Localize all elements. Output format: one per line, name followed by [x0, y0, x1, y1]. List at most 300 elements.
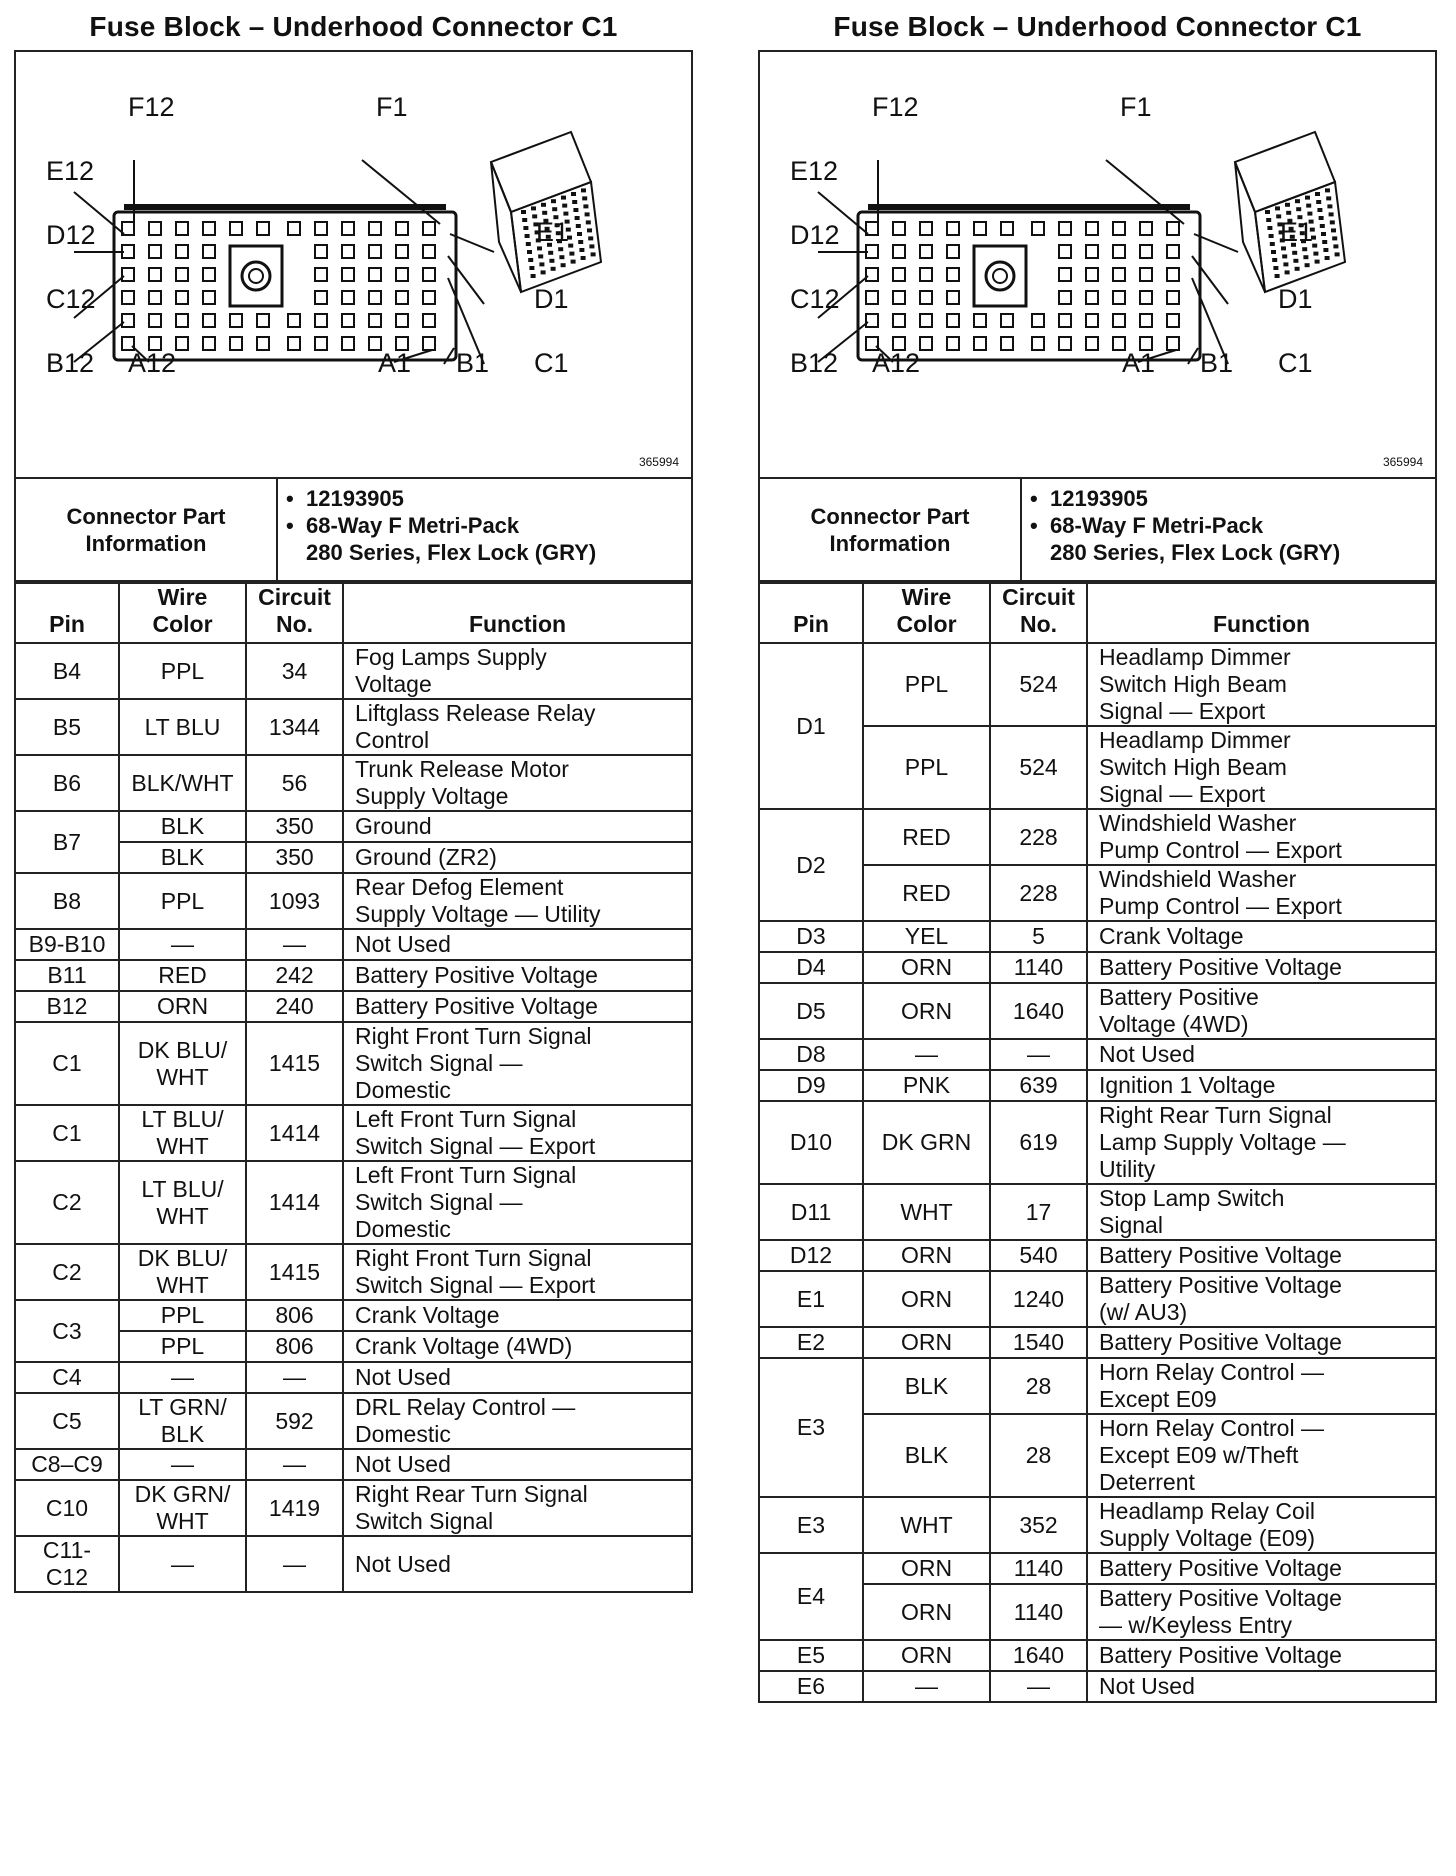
pin-cavity	[920, 245, 932, 258]
circuit-cell: 1140	[990, 952, 1087, 983]
wire-color-cell: BLK/WHT	[119, 755, 246, 811]
iso-cavity	[1325, 256, 1330, 260]
label-d12: D12	[790, 220, 840, 250]
function-header: Function	[343, 583, 692, 643]
pin-cavity	[1001, 337, 1013, 350]
connector-info-label: Connector Part Information	[760, 479, 1022, 580]
pin-cavity	[149, 291, 161, 304]
connector-iso-view	[491, 132, 601, 292]
pin-cavity	[974, 337, 986, 350]
iso-cavity	[562, 204, 567, 208]
pin-cavity	[1001, 222, 1013, 235]
pin-header: Pin	[759, 583, 863, 643]
table-row	[759, 1101, 1436, 1184]
circuit-cell: 1093	[246, 873, 343, 929]
table-row	[15, 1362, 692, 1393]
pin-cell: B5	[15, 699, 119, 755]
pin-cell: C8–C9	[15, 1449, 119, 1480]
iso-cavity	[525, 234, 530, 238]
circuit-cell: 34	[246, 643, 343, 699]
pin-cell: B7	[15, 811, 119, 873]
function-cell: DRL Relay Control — Domestic	[343, 1393, 692, 1449]
table-row	[759, 1240, 1436, 1271]
pin-cell: C10	[15, 1480, 119, 1536]
iso-cavity	[585, 212, 590, 216]
circuit-cell: 56	[246, 755, 343, 811]
callout-line	[1188, 348, 1198, 364]
pin-cell: E3	[759, 1358, 863, 1497]
pin-cavity	[947, 337, 959, 350]
pin-cavity	[149, 245, 161, 258]
table-header	[15, 583, 692, 643]
wire-color-cell: DK BLU/ WHT	[119, 1022, 246, 1105]
center-bolt-housing	[230, 246, 282, 306]
circuit-cell: —	[246, 1362, 343, 1393]
table-row	[15, 1300, 692, 1331]
circuit-cell: 228	[990, 865, 1087, 921]
label-b12: B12	[46, 348, 95, 378]
wire-color-cell: BLK	[863, 1358, 990, 1414]
iso-cavity	[1325, 188, 1330, 192]
part-number: • 12193905	[306, 485, 681, 512]
circuit-cell: 242	[246, 960, 343, 991]
iso-cavity	[538, 254, 543, 258]
pin-cavity	[203, 222, 215, 235]
pin-cavity	[1086, 268, 1098, 281]
table-row	[759, 1070, 1436, 1101]
connector-iso-view	[1235, 132, 1345, 292]
wire-color-cell: ORN	[863, 1240, 990, 1271]
function-cell: Battery Positive Voltage (w/ AU3)	[1087, 1271, 1436, 1327]
pin-cavity	[423, 291, 435, 304]
iso-cavity	[522, 218, 527, 222]
wire-color-cell: YEL	[863, 921, 990, 952]
pin-cavity	[149, 314, 161, 327]
pin-cell: D12	[759, 1240, 863, 1271]
pin-table	[14, 582, 693, 1593]
iso-cavity	[551, 267, 556, 271]
iso-cavity	[1322, 240, 1327, 244]
connector-info	[14, 478, 693, 582]
iso-cavity	[548, 251, 553, 255]
wire-color-cell: PPL	[863, 726, 990, 809]
iso-cavity	[1323, 248, 1328, 252]
iso-cavity	[583, 204, 588, 208]
pin-cavity	[893, 314, 905, 327]
circuit-cell: 1414	[246, 1105, 343, 1161]
circuit-cell: 639	[990, 1070, 1087, 1101]
wire-color-cell: DK GRN	[863, 1101, 990, 1184]
function-cell: Right Front Turn Signal Switch Signal — Domestic	[343, 1022, 692, 1105]
wire-color-cell: RED	[863, 809, 990, 865]
left-panel	[14, 0, 693, 1593]
pin-cavity	[1167, 245, 1179, 258]
function-cell: Not Used	[343, 1362, 692, 1393]
iso-cavity	[1270, 242, 1275, 246]
function-cell: Fog Lamps Supply Voltage	[343, 643, 692, 699]
pin-cavity	[396, 314, 408, 327]
iso-cavity	[1321, 232, 1326, 236]
function-cell: Horn Relay Control — Except E09 w/Theft Deterrent	[1087, 1414, 1436, 1497]
iso-cavity	[561, 196, 566, 200]
iso-cavity	[581, 256, 586, 260]
iso-cavity	[527, 250, 532, 254]
pin-cavity	[288, 337, 300, 350]
function-cell: Left Front Turn Signal Switch Signal — Domestic	[343, 1161, 692, 1244]
pin-cavity	[920, 291, 932, 304]
circuit-cell: —	[990, 1039, 1087, 1070]
wire-color-cell: BLK	[119, 811, 246, 842]
pin-cell: B11	[15, 960, 119, 991]
wire-color-cell: DK BLU/ WHT	[119, 1244, 246, 1300]
iso-cavity	[1266, 218, 1271, 222]
circuit-cell: 350	[246, 842, 343, 873]
label-f12: F12	[128, 92, 175, 122]
connector-latch	[868, 204, 1190, 210]
iso-cavity	[581, 188, 586, 192]
table-row	[15, 1105, 692, 1161]
iso-cavity	[541, 203, 546, 207]
pin-cavity	[257, 314, 269, 327]
table-row	[15, 1161, 692, 1244]
wire-color-cell: LT BLU	[119, 699, 246, 755]
pin-cavity	[1113, 291, 1125, 304]
iso-cavity	[589, 244, 594, 248]
pin-cavity	[342, 337, 354, 350]
iso-cavity	[1335, 252, 1340, 256]
pin-header: Pin	[15, 583, 119, 643]
iso-cavity	[1273, 266, 1278, 270]
pin-cavity	[1167, 314, 1179, 327]
pin-cavity	[176, 314, 188, 327]
wire-color-cell: ORN	[863, 952, 990, 983]
pin-cavity	[1032, 314, 1044, 327]
pin-cavity	[947, 245, 959, 258]
function-cell: Windshield Washer Pump Control — Export	[1087, 809, 1436, 865]
function-cell: Battery Positive Voltage	[343, 991, 692, 1022]
pin-cavity	[396, 268, 408, 281]
callout-line	[444, 348, 454, 364]
circuit-cell: 1140	[990, 1553, 1087, 1584]
pin-cavity	[974, 222, 986, 235]
circuit-cell: 619	[990, 1101, 1087, 1184]
pin-cavity	[176, 245, 188, 258]
label-c1: C1	[1278, 348, 1313, 378]
callout-line	[362, 160, 440, 224]
circuit-cell: —	[990, 1671, 1087, 1702]
table-row	[15, 699, 692, 755]
circuit-cell: 592	[246, 1393, 343, 1449]
iso-cavity	[541, 270, 546, 274]
iso-cavity	[549, 259, 554, 263]
iso-cavity	[1286, 211, 1291, 215]
table-row	[759, 1640, 1436, 1671]
pin-cavity	[1001, 314, 1013, 327]
iso-cavity	[1275, 274, 1280, 278]
iso-cavity	[1319, 216, 1324, 220]
wire-color-cell: DK GRN/ WHT	[119, 1480, 246, 1536]
iso-cavity	[573, 208, 578, 212]
function-cell: Ignition 1 Voltage	[1087, 1070, 1436, 1101]
pin-cell: D5	[759, 983, 863, 1039]
panel-title: Fuse Block – Underhood Connector C1	[89, 11, 618, 42]
label-b12: B12	[790, 348, 839, 378]
pin-cavity	[866, 291, 878, 304]
function-header: Function	[1087, 583, 1436, 643]
pin-cavity	[203, 314, 215, 327]
pin-cavity	[369, 268, 381, 281]
pin-table	[758, 582, 1437, 1703]
wire-color-cell: PPL	[119, 873, 246, 929]
pin-cavity	[1140, 245, 1152, 258]
iso-cavity	[529, 266, 534, 270]
iso-cavity	[571, 260, 576, 264]
wire-color-cell: LT BLU/ WHT	[119, 1105, 246, 1161]
function-cell: Battery Positive Voltage — w/Keyless Entry	[1087, 1584, 1436, 1640]
iso-cavity	[1295, 199, 1300, 203]
pin-cavity	[1086, 337, 1098, 350]
pin-cavity	[149, 222, 161, 235]
iso-cavity	[1315, 192, 1320, 196]
wire-color-cell: —	[119, 1536, 246, 1592]
iso-cavity	[1305, 196, 1310, 200]
pin-cavity	[1032, 337, 1044, 350]
pin-cavity	[1059, 268, 1071, 281]
diagram-code: 365994	[1382, 455, 1423, 469]
table-row	[15, 873, 692, 929]
circuit-cell: 1240	[990, 1271, 1087, 1327]
table-row	[15, 643, 692, 699]
function-cell: Battery Positive Voltage (4WD)	[1087, 983, 1436, 1039]
table-row	[759, 1039, 1436, 1070]
pin-cavity	[1086, 314, 1098, 327]
function-cell: Battery Positive Voltage	[1087, 952, 1436, 983]
pin-cavity	[176, 337, 188, 350]
pin-cell: B8	[15, 873, 119, 929]
pin-cavity	[342, 314, 354, 327]
pin-cavity	[396, 245, 408, 258]
label-e1: E1	[536, 217, 570, 247]
right-panel	[758, 0, 1437, 1703]
iso-cavity	[526, 242, 531, 246]
iso-cavity	[539, 262, 544, 266]
pin-cell: E1	[759, 1271, 863, 1327]
iso-cavity	[1269, 234, 1274, 238]
pin-cavity	[1167, 337, 1179, 350]
center-bolt-inner	[993, 269, 1007, 283]
circuit-cell: 1415	[246, 1022, 343, 1105]
pin-cavity	[947, 268, 959, 281]
wire-color-cell: —	[119, 1362, 246, 1393]
pin-cavity	[1140, 314, 1152, 327]
table-row	[759, 1671, 1436, 1702]
pin-cavity	[893, 222, 905, 235]
function-cell: Rear Defog Element Supply Voltage — Utility	[343, 873, 692, 929]
function-cell: Not Used	[1087, 1671, 1436, 1702]
circuit-cell: 350	[246, 811, 343, 842]
wire-color-cell: —	[119, 1449, 246, 1480]
circuit-cell: —	[246, 929, 343, 960]
function-cell: Crank Voltage (4WD)	[343, 1331, 692, 1362]
connector-face	[818, 160, 1238, 364]
center-bolt-housing	[974, 246, 1026, 306]
pin-cell: C1	[15, 1022, 119, 1105]
pin-cavity	[947, 291, 959, 304]
table-row	[759, 1497, 1436, 1553]
wire-color-cell: BLK	[119, 842, 246, 873]
pin-cell: D3	[759, 921, 863, 952]
center-bolt-inner	[249, 269, 263, 283]
pin-cavity	[1167, 268, 1179, 281]
circuit-cell: 5	[990, 921, 1087, 952]
table-row	[15, 960, 692, 991]
center-bolt	[986, 262, 1014, 290]
connector-diagram	[14, 50, 693, 478]
pin-cavity	[1140, 222, 1152, 235]
function-cell: Windshield Washer Pump Control — Export	[1087, 865, 1436, 921]
pin-cavity	[1113, 245, 1125, 258]
pin-cell: D2	[759, 809, 863, 921]
pin-cell: B4	[15, 643, 119, 699]
iso-cavity	[587, 228, 592, 232]
wire-color-cell: LT BLU/ WHT	[119, 1161, 246, 1244]
table-row	[759, 921, 1436, 952]
pin-cavity	[369, 245, 381, 258]
function-cell: Horn Relay Control — Except E09	[1087, 1358, 1436, 1414]
iso-cavity	[1317, 208, 1322, 212]
iso-cavity	[531, 206, 536, 210]
function-cell: Battery Positive Voltage	[1087, 1240, 1436, 1271]
iso-cavity	[559, 255, 564, 259]
table-row	[15, 1244, 692, 1300]
iso-cavity	[1307, 212, 1312, 216]
connector-type: • 68-Way F Metri-Pack 280 Series, Flex Lock (GRY)	[1050, 512, 1425, 566]
pin-cell: C5	[15, 1393, 119, 1449]
circuit-cell: 1344	[246, 699, 343, 755]
pin-cavity	[1059, 314, 1071, 327]
table-row	[759, 643, 1436, 726]
pin-cell: E5	[759, 1640, 863, 1671]
table-row	[759, 809, 1436, 865]
pin-cavity	[1086, 291, 1098, 304]
wire-color-header: Wire Color	[863, 583, 990, 643]
circuit-cell: 240	[246, 991, 343, 1022]
wire-color-cell: ORN	[863, 1271, 990, 1327]
iso-cavity	[1275, 206, 1280, 210]
pin-cell: D8	[759, 1039, 863, 1070]
function-cell: Battery Positive Voltage	[1087, 1327, 1436, 1358]
pin-cavity	[203, 268, 215, 281]
function-cell: Liftglass Release Relay Control	[343, 699, 692, 755]
iso-cavity	[1265, 210, 1270, 214]
wire-color-cell: ORN	[863, 1327, 990, 1358]
iso-side	[1235, 162, 1265, 292]
pin-cavity	[1059, 291, 1071, 304]
pin-cavity	[1086, 222, 1098, 235]
label-e12: E12	[790, 156, 839, 186]
diagram-code: 365994	[638, 455, 679, 469]
function-cell: Right Rear Turn Signal Lamp Supply Voltage — Utility	[1087, 1101, 1436, 1184]
iso-cavity	[1326, 196, 1331, 200]
wire-color-cell: RED	[119, 960, 246, 991]
wire-color-cell: WHT	[863, 1184, 990, 1240]
iso-cavity	[561, 263, 566, 267]
pin-cavity	[893, 291, 905, 304]
circuit-cell: —	[246, 1449, 343, 1480]
function-cell: Ground (ZR2)	[343, 842, 692, 873]
function-cell: Ground	[343, 811, 692, 842]
wire-color-cell: —	[863, 1671, 990, 1702]
label-a1: A1	[378, 348, 412, 378]
wire-color-cell: ORN	[863, 1584, 990, 1640]
pin-cavity	[920, 314, 932, 327]
label-d1: D1	[1278, 284, 1313, 314]
pin-cavity	[974, 314, 986, 327]
pin-cavity	[288, 222, 300, 235]
pin-cavity	[1113, 222, 1125, 235]
function-cell: Left Front Turn Signal Switch Signal — Export	[343, 1105, 692, 1161]
table-row	[759, 1184, 1436, 1240]
iso-cavity	[576, 224, 581, 228]
iso-side	[491, 162, 521, 292]
circuit-cell: 1640	[990, 1640, 1087, 1671]
pin-cavity	[893, 245, 905, 258]
iso-cavity	[578, 240, 583, 244]
pin-cell: E2	[759, 1327, 863, 1358]
pin-cavity	[257, 337, 269, 350]
iso-cavity	[1303, 255, 1308, 259]
table-row	[759, 952, 1436, 983]
pin-cavity	[342, 222, 354, 235]
connector-diagram	[758, 50, 1437, 478]
pin-cavity	[315, 268, 327, 281]
iso-cavity	[1282, 254, 1287, 258]
pin-cavity	[315, 222, 327, 235]
iso-cavity	[1330, 220, 1335, 224]
label-e12: E12	[46, 156, 95, 186]
iso-cavity	[551, 199, 556, 203]
pin-cavity	[230, 337, 242, 350]
iso-cavity	[1271, 250, 1276, 254]
iso-cavity	[552, 207, 557, 211]
circuit-cell: 28	[990, 1414, 1087, 1497]
pin-cavity	[423, 222, 435, 235]
pin-cell: B12	[15, 991, 119, 1022]
pin-cavity	[423, 314, 435, 327]
wire-color-cell: PNK	[863, 1070, 990, 1101]
function-cell: Headlamp Dimmer Switch High Beam Signal — Export	[1087, 726, 1436, 809]
wire-color-cell: PPL	[119, 1331, 246, 1362]
pin-cavity	[203, 245, 215, 258]
pin-cell: D11	[759, 1184, 863, 1240]
connector-info	[758, 478, 1437, 582]
function-cell: Battery Positive Voltage	[1087, 1553, 1436, 1584]
pin-cavity	[369, 222, 381, 235]
circuit-cell: 352	[990, 1497, 1087, 1553]
wire-color-cell: ORN	[119, 991, 246, 1022]
function-cell: Not Used	[343, 929, 692, 960]
pin-cavity	[920, 268, 932, 281]
iso-cavity	[1313, 252, 1318, 256]
circuit-cell: 1415	[246, 1244, 343, 1300]
pin-cell: C1	[15, 1105, 119, 1161]
pin-cavity	[866, 314, 878, 327]
iso-cavity	[1329, 212, 1334, 216]
pin-cell: D4	[759, 952, 863, 983]
circuit-cell: 228	[990, 809, 1087, 865]
callout-line	[1192, 256, 1228, 304]
wire-color-cell: PPL	[119, 1300, 246, 1331]
